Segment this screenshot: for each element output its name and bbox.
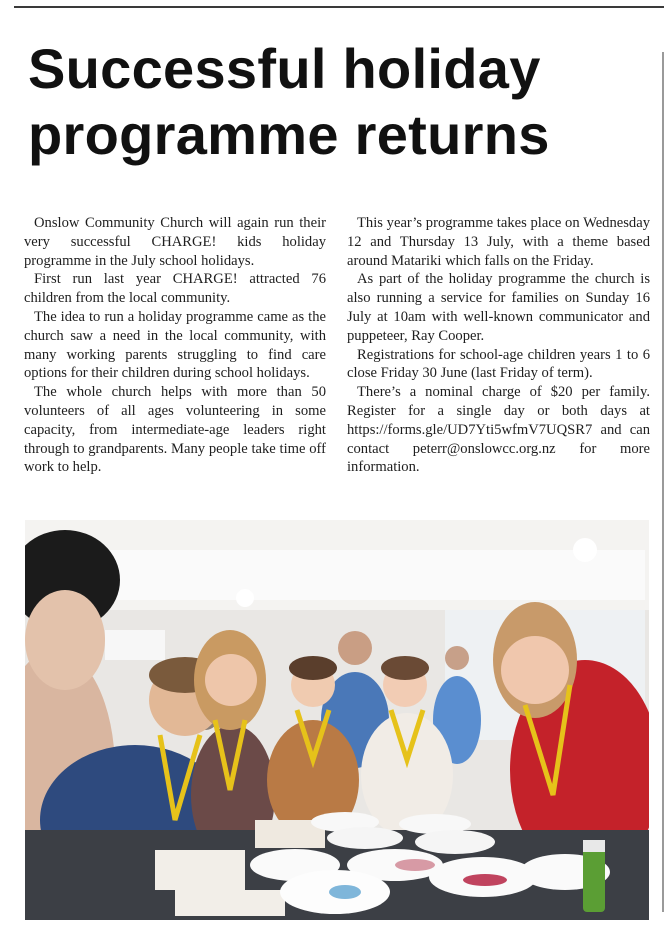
- paint-dab: [329, 885, 361, 899]
- article-column-right: [347, 214, 650, 477]
- sticker-sheet: [175, 890, 285, 916]
- paragraph: Onslow Community Church will again run their very successful CHARGE! kids holiday programme in the July school holidays.: [24, 215, 326, 269]
- wall-unit: [105, 630, 165, 660]
- paragraph: This year’s programme takes place on Wednesday 12 and Thursday 13 July, with a theme based around Matariki which falls on the Friday.: [347, 215, 650, 269]
- glue-stick-cap: [583, 840, 605, 852]
- ceiling-panel: [85, 550, 645, 600]
- paint-dab: [395, 859, 435, 871]
- paper-plate: [327, 827, 403, 849]
- article-headline: Successful holiday programme returns: [28, 37, 550, 166]
- child-face: [25, 590, 105, 690]
- paragraph: As part of the holiday programme the church is also running a service for families on Sunday 16 July at 10am with well-known communicator and puppeteer, Ray Cooper.: [347, 271, 650, 344]
- article-photo: [25, 520, 649, 920]
- adult-head: [338, 631, 372, 665]
- girl-face: [501, 636, 569, 704]
- adult-head: [445, 646, 469, 670]
- paragraph: Registrations for school-age children years 1 to 6 close Friday 30 June (last Friday of term).: [347, 346, 650, 382]
- paint-dab: [463, 874, 507, 886]
- top-rule: [14, 6, 664, 8]
- paragraph: First run last year CHARGE! attracted 76 children from the local community.: [24, 271, 326, 307]
- paragraph: The whole church helps with more than 50 volunteers of all ages volunteering in some capacity, from intermediate-age leaders right through to grandparents. Many people take time off work to help.: [24, 384, 326, 476]
- ceiling-light: [236, 589, 254, 607]
- girl-face: [205, 654, 257, 706]
- photo-children-illustration: [25, 520, 649, 920]
- paper-plate: [415, 830, 495, 854]
- sticker-sheet: [155, 850, 245, 890]
- ceiling-light: [573, 538, 597, 562]
- girl-hair: [381, 656, 429, 680]
- article-column-left: [24, 214, 326, 477]
- paragraph: The idea to run a holiday programme came as the church saw a need in the local community, with many working parents struggling to find care options for their children during school holidays.: [24, 308, 326, 382]
- paragraph: There’s a nominal charge of $20 per family. Register for a single day or both days at https://forms.gle/UD7Yti5wfmV7UQSR7 and can contact peterr@onslowcc.org.nz for more information.: [347, 384, 650, 476]
- column-rule: [662, 52, 664, 912]
- girl-hair: [289, 656, 337, 680]
